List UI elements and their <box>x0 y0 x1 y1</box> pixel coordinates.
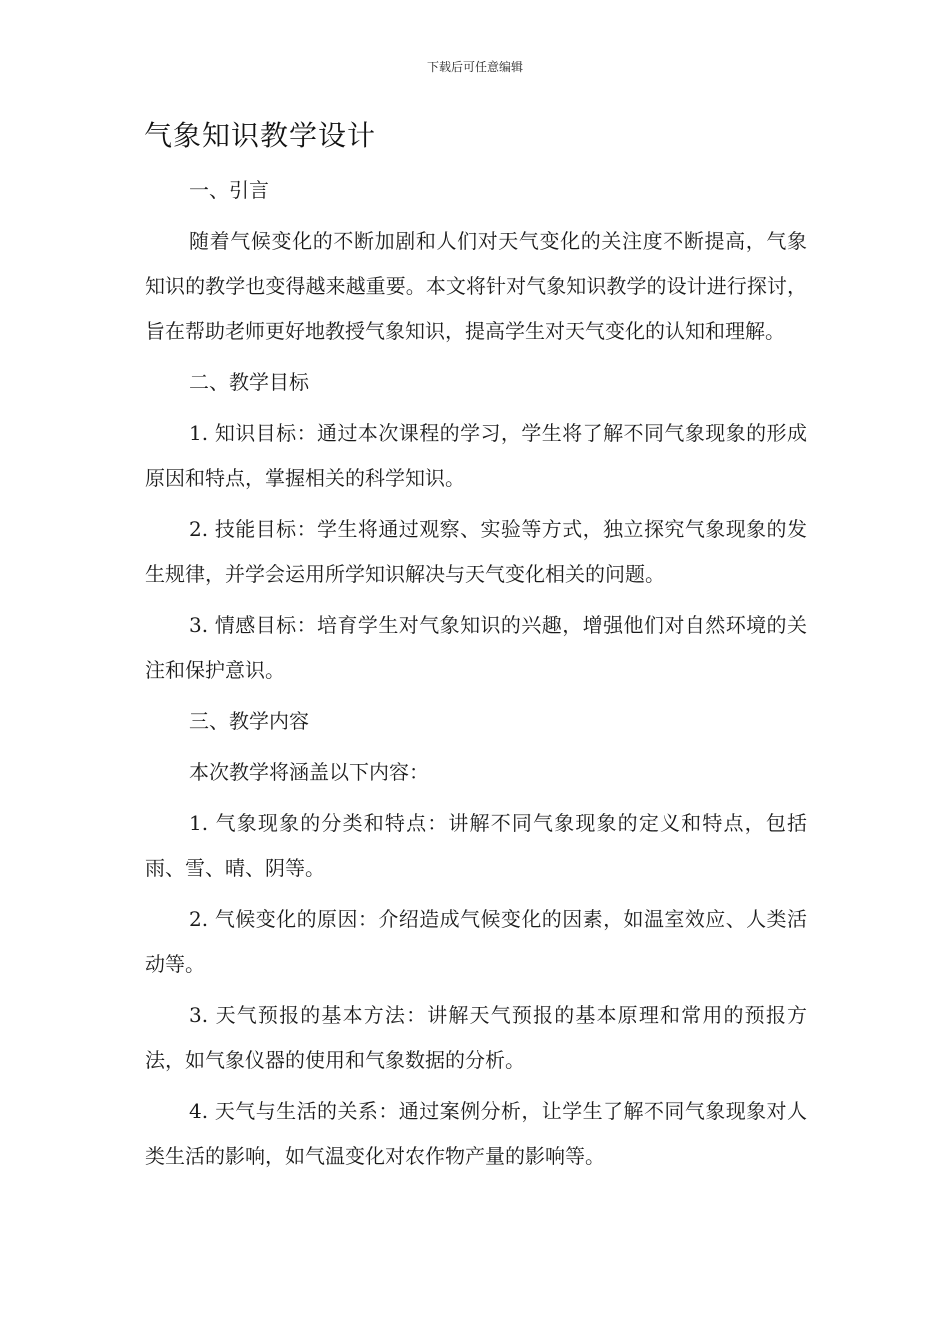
document-title: 气象知识教学设计 <box>144 119 377 152</box>
content-item-3: 3. 天气预报的基本方法：讲解天气预报的基本原理和常用的预报方法，如气象仪器的使用和气象数据的分析。 <box>145 1003 807 1072</box>
content-item-2: 2. 气候变化的原因：介绍造成气候变化的因素，如温室效应、人类活动等。 <box>145 907 807 976</box>
intro-paragraph: 随着气候变化的不断加剧和人们对天气变化的关注度不断提高，气象知识的教学也变得越来越重要。本文将针对气象知识教学的设计进行探讨，旨在帮助老师更好地教授气象知识，提高学生对天气变化的认知和理解。 <box>145 229 807 343</box>
content-intro: 本次教学将涵盖以下内容： <box>189 760 429 784</box>
content-item-1: 1. 气象现象的分类和特点：讲解不同气象现象的定义和特点，包括雨、雪、晴、阴等。 <box>145 811 807 880</box>
header-note: 下载后可任意编辑 <box>426 60 523 74</box>
document-body <box>145 168 807 1185</box>
section-heading-intro: 一、引言 <box>189 178 269 202</box>
goal-skills: 2. 技能目标：学生将通过观察、实验等方式，独立探究气象现象的发生规律，并学会运用所学知识解决与天气变化相关的问题。 <box>145 517 807 586</box>
goal-knowledge: 1. 知识目标：通过本次课程的学习，学生将了解不同气象现象的形成原因和特点，掌握相关的科学知识。 <box>145 421 807 490</box>
section-heading-goals: 二、教学目标 <box>189 370 309 394</box>
goal-emotion: 3. 情感目标：培育学生对气象知识的兴趣，增强他们对自然环境的关注和保护意识。 <box>145 613 807 682</box>
content-item-4: 4. 天气与生活的关系：通过案例分析，让学生了解不同气象现象对人类生活的影响，如气温变化对农作物产量的影响等。 <box>145 1099 807 1168</box>
section-heading-content: 三、教学内容 <box>189 709 309 733</box>
